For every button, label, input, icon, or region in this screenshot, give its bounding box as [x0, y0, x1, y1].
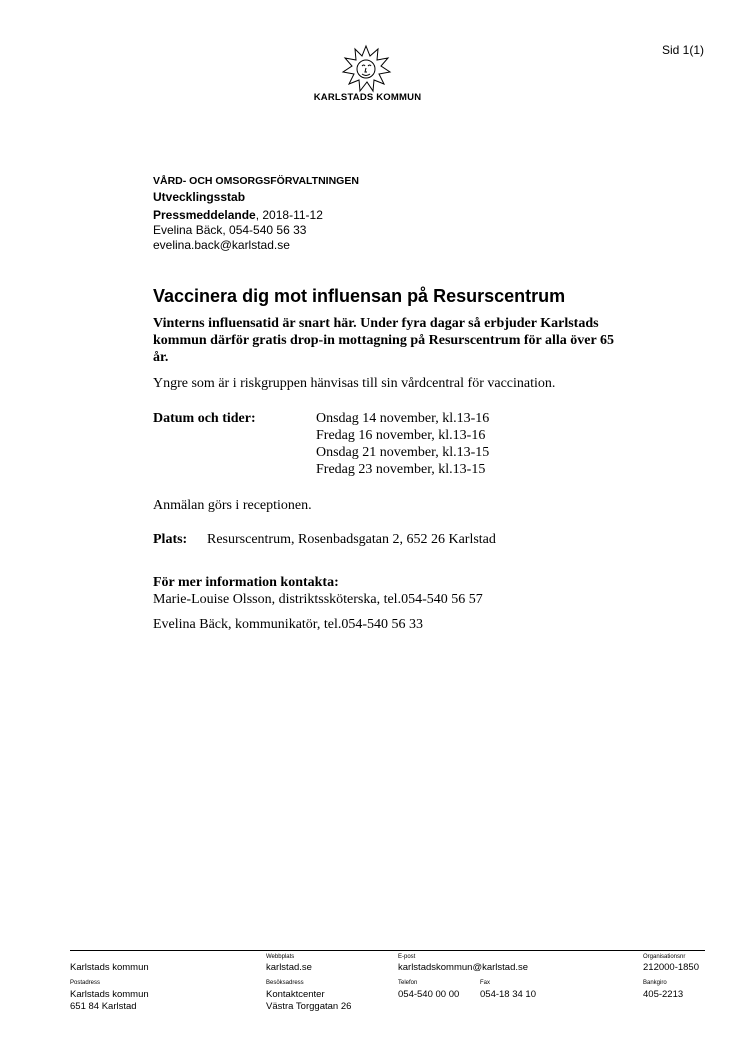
contact-email: evelina.back@karlstad.se: [153, 238, 290, 252]
footer-visit-line: Västra Torggatan 26: [266, 1001, 352, 1012]
dates-label: Datum och tider:: [153, 411, 256, 426]
footer-fax-label: Fax: [480, 980, 491, 986]
footer-org: Karlstads kommun: [70, 962, 149, 973]
footer-email-label: E-post: [398, 954, 416, 960]
sun-logo-icon: [340, 44, 392, 94]
footer-bankgiro: 405-2213: [643, 989, 684, 1000]
footer-web-label: Webbplats: [266, 954, 295, 960]
unit: Utvecklingsstab: [153, 190, 246, 204]
footer-postal-label: Postadress: [70, 980, 101, 986]
footer-bankgiro-label: Bankgiro: [643, 980, 667, 986]
footer-email: karlstadskommun@karlstad.se: [398, 962, 529, 973]
footer-visit-label: Besöksadress: [266, 980, 304, 986]
department: VÅRD- OCH OMSORGSFÖRVALTNINGEN: [153, 175, 359, 187]
contact-person: Evelina Bäck, kommunikatör, tel.054-540 56 33: [153, 617, 424, 632]
place-value: Resurscentrum, Rosenbadsgatan 2, 652 26 Karlstad: [207, 532, 496, 547]
date-item: Onsdag 21 november, kl.13-15: [316, 445, 490, 460]
contact-line: Evelina Bäck, 054-540 56 33: [153, 223, 307, 237]
date-item: Onsdag 14 november, kl.13-16: [316, 411, 490, 426]
footer-orgnr: 212000-1850: [643, 962, 699, 973]
doc-type: Pressmeddelande: [153, 208, 256, 222]
footer-orgnr-label: Organisationsnr: [643, 954, 686, 960]
footer-postal-line: Karlstads kommun: [70, 989, 149, 1000]
footer-phone-label: Telefon: [398, 980, 418, 986]
footer-visit-line: Kontaktcenter: [266, 989, 325, 1000]
footer-phone: 054-540 00 00: [398, 989, 460, 1000]
footer-fax: 054-18 34 10: [480, 989, 536, 1000]
younger-note: Yngre som är i riskgruppen hänvisas till sin vårdcentral för vaccination.: [153, 376, 556, 391]
doc-date: , 2018-11-12: [255, 208, 323, 222]
footer-divider: [70, 950, 705, 951]
footer-web: karlstad.se: [266, 962, 312, 973]
article-title: Vaccinera dig mot influensan på Resurscentrum: [153, 286, 566, 306]
more-info-heading: För mer information kontakta:: [153, 575, 339, 590]
page-number: Sid 1(1): [661, 43, 704, 57]
footer-postal-line: 651 84 Karlstad: [70, 1001, 137, 1012]
place-label: Plats:: [153, 532, 188, 547]
press-release-line: [153, 208, 323, 223]
date-item: Fredag 23 november, kl.13-15: [316, 462, 486, 477]
article-lead: Vinterns influensatid är snart här. Under fyra dagar så erbjuder Karlstads kommun därför gratis drop-in mottagning på Resurscentrum för alla över 65 år.: [153, 316, 614, 365]
date-item: Fredag 16 november, kl.13-16: [316, 428, 486, 443]
registration-note: Anmälan görs i receptionen.: [153, 498, 312, 513]
contact-person: Marie-Louise Olsson, distriktssköterska, tel.054-540 56 57: [153, 592, 483, 607]
organization-name: KARLSTADS KOMMUN: [313, 92, 422, 103]
